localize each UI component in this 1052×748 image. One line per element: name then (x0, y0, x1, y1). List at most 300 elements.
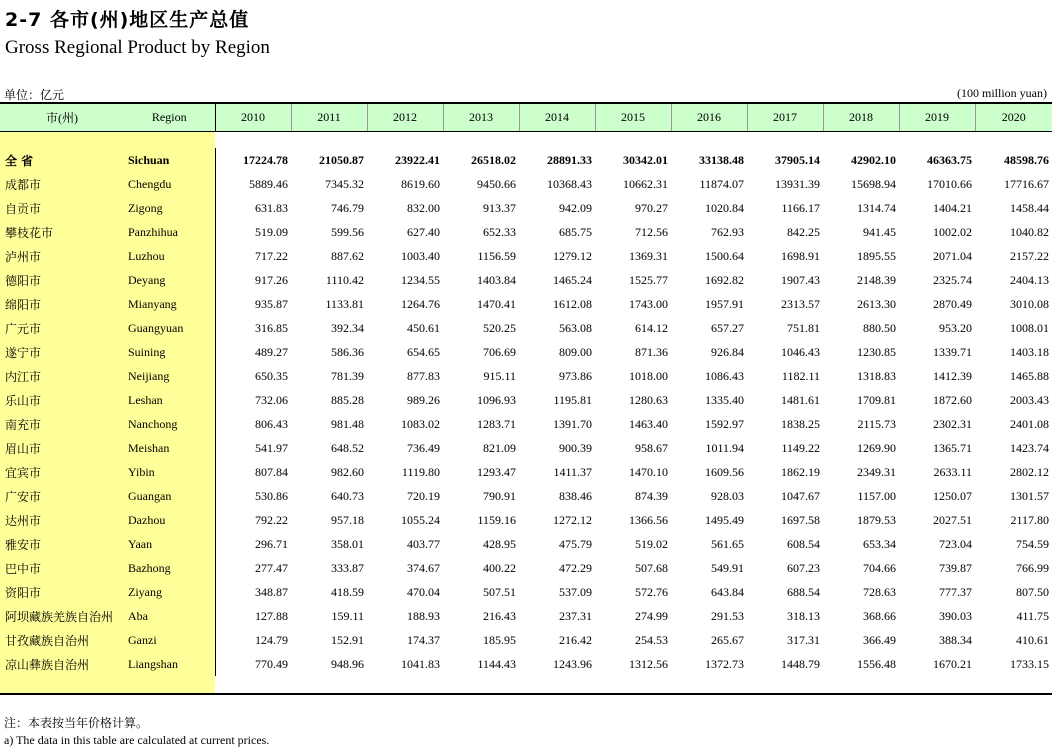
gdp-value-cell: 1046.43 (781, 344, 820, 359)
gdp-value-cell: 807.50 (1016, 584, 1049, 599)
table-row (0, 460, 1052, 484)
gdp-value-cell: 1119.80 (401, 464, 440, 479)
region-name-en: Guangyuan (124, 316, 215, 340)
gdp-value-cell: 1293.47 (477, 464, 516, 479)
region-name-cn: 凉山彝族自治州 (0, 652, 124, 676)
gdp-value-cell: 291.53 (711, 608, 744, 623)
gdp-value-cell: 366.49 (863, 632, 896, 647)
table-end-row (0, 676, 1052, 694)
region-name-en: Nanchong (124, 412, 215, 436)
gdp-value-cell: 751.81 (787, 320, 820, 335)
gdp-value-cell: 392.34 (331, 320, 364, 335)
gdp-value-cell: 1280.63 (629, 392, 668, 407)
gdp-value-cell: 885.28 (331, 392, 364, 407)
gdp-value-cell: 941.45 (863, 224, 896, 239)
gdp-value-cell: 842.25 (787, 224, 820, 239)
header-year: 2013 (443, 103, 519, 132)
gdp-value-cell: 3010.08 (1010, 296, 1049, 311)
gdp-value-cell: 374.67 (407, 560, 440, 575)
region-name-cn: 乐山市 (0, 388, 124, 412)
region-name-cn: 南充市 (0, 412, 124, 436)
table-row (0, 316, 1052, 340)
gdp-value-cell: 754.59 (1016, 536, 1049, 551)
gdp-value-cell: 368.66 (863, 608, 896, 623)
region-name-cn: 成都市 (0, 172, 124, 196)
gdp-value-cell: 318.13 (787, 608, 820, 623)
header-region-en: Region (124, 103, 215, 132)
gdp-value-cell: 1335.40 (705, 392, 744, 407)
gdp-table-container (0, 102, 1052, 695)
gdp-value-cell: 608.54 (787, 536, 820, 551)
gdp-value-cell: 640.73 (331, 488, 364, 503)
gdp-value-cell: 1096.93 (477, 392, 516, 407)
gdp-value-cell: 216.43 (483, 608, 516, 623)
gdp-value-cell: 732.06 (255, 392, 288, 407)
region-name-cn: 全 省 (0, 148, 124, 172)
gdp-value-cell: 1243.96 (553, 656, 592, 671)
gdp-value-cell: 470.04 (407, 584, 440, 599)
gdp-value-cell: 1862.19 (781, 464, 820, 479)
gdp-value-cell: 1465.24 (553, 272, 592, 287)
region-name-en: Bazhong (124, 556, 215, 580)
gdp-value-cell: 348.87 (255, 584, 288, 599)
table-row (0, 436, 1052, 460)
gdp-value-cell: 887.62 (331, 248, 364, 263)
gdp-value-cell: 654.65 (407, 344, 440, 359)
gdp-value-cell: 563.08 (559, 320, 592, 335)
end-cell (0, 676, 215, 694)
gdp-value-cell: 926.84 (711, 344, 744, 359)
gdp-value-cell: 2117.80 (1010, 512, 1049, 527)
gdp-value-cell: 1159.16 (477, 512, 516, 527)
gdp-value-cell: 982.60 (331, 464, 364, 479)
gdp-value-cell: 10368.43 (547, 176, 592, 191)
gdp-value-cell: 274.99 (635, 608, 668, 623)
gdp-value-cell: 450.61 (407, 320, 440, 335)
gdp-value-cell: 1149.22 (781, 440, 820, 455)
spacer-row (0, 132, 1052, 149)
gdp-value-cell: 11874.07 (699, 176, 744, 191)
gdp-value-cell: 792.22 (255, 512, 288, 527)
gdp-value-cell: 1500.64 (705, 248, 744, 263)
region-name-cn: 眉山市 (0, 436, 124, 460)
gdp-value-cell: 1907.43 (781, 272, 820, 287)
gdp-value-cell: 188.93 (407, 608, 440, 623)
gdp-value-cell: 1234.55 (401, 272, 440, 287)
gdp-value-cell: 1733.15 (1010, 656, 1049, 671)
gdp-value-cell: 736.49 (407, 440, 440, 455)
gdp-value-cell: 989.26 (407, 392, 440, 407)
gdp-value-cell: 838.46 (559, 488, 592, 503)
gdp-value-cell: 358.01 (331, 536, 364, 551)
spacer-cell (215, 132, 1052, 149)
gdp-value-cell: 1301.57 (1010, 488, 1049, 503)
gdp-value-cell: 770.49 (255, 656, 288, 671)
region-name-en: Suining (124, 340, 215, 364)
gdp-value-cell: 13931.39 (775, 176, 820, 191)
header-year: 2012 (367, 103, 443, 132)
gdp-value-cell: 777.37 (939, 584, 972, 599)
gdp-value-cell: 1365.71 (933, 440, 972, 455)
gdp-value-cell: 704.66 (863, 560, 896, 575)
gdp-value-cell: 1264.76 (401, 296, 440, 311)
gdp-value-cell: 1838.25 (781, 416, 820, 431)
gdp-value-cell: 599.56 (331, 224, 364, 239)
gdp-value-cell: 2148.39 (857, 272, 896, 287)
gdp-value-cell: 1372.73 (705, 656, 744, 671)
gdp-value-cell: 1312.56 (629, 656, 668, 671)
gdp-value-cell: 948.96 (331, 656, 364, 671)
gdp-value-cell: 1448.79 (781, 656, 820, 671)
region-name-en: Meishan (124, 436, 215, 460)
gdp-value-cell: 2802.12 (1010, 464, 1049, 479)
gdp-value-cell: 541.97 (255, 440, 288, 455)
gdp-value-cell: 1698.91 (781, 248, 820, 263)
region-name-en: Liangshan (124, 652, 215, 676)
gdp-value-cell: 1957.91 (705, 296, 744, 311)
gdp-value-cell: 2071.04 (933, 248, 972, 263)
gdp-value-cell: 519.02 (635, 536, 668, 551)
gdp-value-cell: 1339.71 (933, 344, 972, 359)
region-name-en: Yibin (124, 460, 215, 484)
gdp-value-cell: 1470.41 (477, 296, 516, 311)
region-name-en: Mianyang (124, 292, 215, 316)
gdp-value-cell: 1592.97 (705, 416, 744, 431)
gdp-value-cell: 316.85 (255, 320, 288, 335)
gdp-value-cell: 1697.58 (781, 512, 820, 527)
gdp-value-cell: 428.95 (483, 536, 516, 551)
gdp-value-cell: 152.91 (331, 632, 364, 647)
gdp-value-cell: 277.47 (255, 560, 288, 575)
gdp-value-cell: 1008.01 (1010, 320, 1049, 335)
gdp-value-cell: 2313.57 (781, 296, 820, 311)
gdp-value-cell: 7345.32 (325, 176, 364, 191)
gdp-value-cell: 1366.56 (629, 512, 668, 527)
gdp-value-cell: 237.31 (559, 608, 592, 623)
gdp-value-cell: 1182.11 (781, 368, 820, 383)
gdp-value-cell: 2613.30 (857, 296, 896, 311)
gdp-value-cell: 1083.02 (401, 416, 440, 431)
gdp-value-cell: 631.83 (255, 200, 288, 215)
footnote-en: a) The data in this table are calculated at current prices. (4, 733, 270, 747)
gdp-value-cell: 2633.11 (933, 464, 972, 479)
gdp-value-cell: 1612.08 (553, 296, 592, 311)
gdp-value-cell: 418.59 (331, 584, 364, 599)
gdp-value-cell: 653.34 (863, 536, 896, 551)
gdp-value-cell: 8619.60 (401, 176, 440, 191)
gdp-value-cell: 917.26 (255, 272, 288, 287)
gdp-value-cell: 2325.74 (933, 272, 972, 287)
gdp-value-cell: 1481.61 (781, 392, 820, 407)
gdp-value-cell: 23922.41 (395, 152, 440, 167)
region-name-en: Ziyang (124, 580, 215, 604)
gdp-value-cell: 627.40 (407, 224, 440, 239)
gdp-value-cell: 928.03 (711, 488, 744, 503)
gdp-value-cell: 159.11 (331, 608, 364, 623)
gdp-value-cell: 1879.53 (857, 512, 896, 527)
gdp-value-cell: 410.61 (1016, 632, 1049, 647)
gdp-value-cell: 2157.22 (1010, 248, 1049, 263)
gdp-value-cell: 807.84 (255, 464, 288, 479)
page-title-en: Gross Regional Product by Region (5, 37, 270, 58)
gdp-value-cell: 472.29 (559, 560, 592, 575)
gdp-value-cell: 900.39 (559, 440, 592, 455)
gdp-value-cell: 717.22 (255, 248, 288, 263)
gdp-value-cell: 10662.31 (623, 176, 668, 191)
gdp-value-cell: 1002.02 (933, 224, 972, 239)
region-name-cn: 雅安市 (0, 532, 124, 556)
gdp-value-cell: 953.20 (939, 320, 972, 335)
gdp-value-cell: 1011.94 (705, 440, 744, 455)
gdp-value-cell: 1040.82 (1010, 224, 1049, 239)
gdp-value-cell: 1283.71 (477, 416, 516, 431)
gdp-value-cell: 5889.46 (249, 176, 288, 191)
gdp-value-cell: 1269.90 (857, 440, 896, 455)
gdp-value-cell: 33138.48 (699, 152, 744, 167)
table-row (0, 484, 1052, 508)
gdp-value-cell: 1156.59 (477, 248, 516, 263)
gdp-value-cell: 1279.12 (553, 248, 592, 263)
gdp-value-cell: 871.36 (635, 344, 668, 359)
gdp-value-cell: 942.09 (559, 200, 592, 215)
gdp-value-cell: 1272.12 (553, 512, 592, 527)
gdp-value-cell: 411.75 (1016, 608, 1049, 623)
region-name-en: Ganzi (124, 628, 215, 652)
region-name-cn: 宜宾市 (0, 460, 124, 484)
gdp-value-cell: 648.52 (331, 440, 364, 455)
table-body (0, 132, 1052, 695)
gdp-value-cell: 1041.83 (401, 656, 440, 671)
region-name-cn: 自贡市 (0, 196, 124, 220)
gdp-value-cell: 728.63 (863, 584, 896, 599)
gdp-value-cell: 1047.67 (781, 488, 820, 503)
region-name-en: Sichuan (124, 148, 215, 172)
gdp-value-cell: 1411.37 (553, 464, 592, 479)
region-name-en: Luzhou (124, 244, 215, 268)
gdp-value-cell: 2003.43 (1010, 392, 1049, 407)
gdp-value-cell: 489.27 (255, 344, 288, 359)
gdp-value-cell: 2870.49 (933, 296, 972, 311)
gdp-value-cell: 957.18 (331, 512, 364, 527)
gdp-value-cell: 981.48 (331, 416, 364, 431)
gdp-value-cell: 549.91 (711, 560, 744, 575)
page-title-cn: 2-7 各市(州)地区生产总值 (5, 9, 250, 31)
gdp-value-cell: 1391.70 (553, 416, 592, 431)
gdp-value-cell: 586.36 (331, 344, 364, 359)
table-row (0, 220, 1052, 244)
region-name-cn: 泸州市 (0, 244, 124, 268)
gdp-value-cell: 746.79 (331, 200, 364, 215)
gdp-value-cell: 762.93 (711, 224, 744, 239)
header-year: 2014 (519, 103, 595, 132)
region-name-en: Chengdu (124, 172, 215, 196)
gdp-value-cell: 781.39 (331, 368, 364, 383)
gdp-value-cell: 1144.43 (477, 656, 516, 671)
gdp-value-cell: 1412.39 (933, 368, 972, 383)
gdp-value-cell: 607.23 (787, 560, 820, 575)
region-name-en: Aba (124, 604, 215, 628)
table-row-total (0, 148, 1052, 172)
gdp-value-cell: 1018.00 (629, 368, 668, 383)
region-name-cn: 内江市 (0, 364, 124, 388)
table-row (0, 292, 1052, 316)
gdp-value-cell: 30342.01 (623, 152, 668, 167)
gdp-value-cell: 1403.18 (1010, 344, 1049, 359)
table-row (0, 580, 1052, 604)
gdp-value-cell: 652.33 (483, 224, 516, 239)
region-name-cn: 攀枝花市 (0, 220, 124, 244)
footnote-cn: 注：本表按当年价格计算。 (4, 716, 149, 730)
gdp-value-cell: 643.84 (711, 584, 744, 599)
region-name-en: Leshan (124, 388, 215, 412)
gdp-value-cell: 507.68 (635, 560, 668, 575)
region-name-en: Panzhihua (124, 220, 215, 244)
region-name-en: Deyang (124, 268, 215, 292)
gdp-value-cell: 874.39 (635, 488, 668, 503)
gdp-value-cell: 174.37 (407, 632, 440, 647)
region-name-cn: 绵阳市 (0, 292, 124, 316)
region-name-cn: 巴中市 (0, 556, 124, 580)
gdp-value-cell: 1743.00 (629, 296, 668, 311)
gdp-value-cell: 809.00 (559, 344, 592, 359)
gdp-value-cell: 1110.42 (325, 272, 364, 287)
header-year: 2017 (747, 103, 823, 132)
region-name-cn: 达州市 (0, 508, 124, 532)
gdp-value-cell: 1318.83 (857, 368, 896, 383)
gdp-value-cell: 614.12 (635, 320, 668, 335)
gdp-value-cell: 1465.88 (1010, 368, 1049, 383)
gdp-value-cell: 2027.51 (933, 512, 972, 527)
gdp-value-cell: 507.51 (483, 584, 516, 599)
gdp-value-cell: 28891.33 (547, 152, 592, 167)
gdp-value-cell: 1003.40 (401, 248, 440, 263)
gdp-value-cell: 317.31 (787, 632, 820, 647)
gdp-value-cell: 1495.49 (705, 512, 744, 527)
gdp-value-cell: 21050.87 (319, 152, 364, 167)
gdp-value-cell: 17224.78 (243, 152, 288, 167)
region-name-en: Dazhou (124, 508, 215, 532)
gdp-value-cell: 739.87 (939, 560, 972, 575)
gdp-value-cell: 2401.08 (1010, 416, 1049, 431)
header-year: 2015 (595, 103, 671, 132)
gdp-value-cell: 657.27 (711, 320, 744, 335)
table-row (0, 604, 1052, 628)
gdp-value-cell: 9450.66 (477, 176, 516, 191)
region-name-cn: 甘孜藏族自治州 (0, 628, 124, 652)
gdp-value-cell: 2302.31 (933, 416, 972, 431)
gdp-value-cell: 2404.13 (1010, 272, 1049, 287)
region-name-cn: 广元市 (0, 316, 124, 340)
gdp-value-cell: 1086.43 (705, 368, 744, 383)
table-row (0, 412, 1052, 436)
gdp-value-cell: 720.19 (407, 488, 440, 503)
header-year: 2010 (215, 103, 291, 132)
gdp-value-cell: 973.86 (559, 368, 592, 383)
gdp-value-cell: 26518.02 (471, 152, 516, 167)
table-row (0, 340, 1052, 364)
gdp-value-cell: 1157.00 (857, 488, 896, 503)
table-row (0, 244, 1052, 268)
gdp-value-cell: 561.65 (711, 536, 744, 551)
gdp-value-cell: 265.67 (711, 632, 744, 647)
header-year: 2020 (975, 103, 1052, 132)
table-row (0, 364, 1052, 388)
unit-label-cn: 单位：亿元 (4, 88, 65, 102)
gdp-value-cell: 388.34 (939, 632, 972, 647)
gdp-value-cell: 1895.55 (857, 248, 896, 263)
gdp-value-cell: 1369.31 (629, 248, 668, 263)
gdp-value-cell: 958.67 (635, 440, 668, 455)
gdp-value-cell: 880.50 (863, 320, 896, 335)
table-row (0, 628, 1052, 652)
gdp-value-cell: 1166.17 (781, 200, 820, 215)
gdp-value-cell: 913.37 (483, 200, 516, 215)
region-name-en: Neijiang (124, 364, 215, 388)
gdp-value-cell: 2115.73 (857, 416, 896, 431)
gdp-value-cell: 766.99 (1016, 560, 1049, 575)
table-row (0, 268, 1052, 292)
table-row (0, 556, 1052, 580)
gdp-value-cell: 1133.81 (325, 296, 364, 311)
gdp-value-cell: 1609.56 (705, 464, 744, 479)
gdp-value-cell: 1525.77 (629, 272, 668, 287)
gdp-value-cell: 712.56 (635, 224, 668, 239)
gdp-value-cell: 1872.60 (933, 392, 972, 407)
gdp-value-cell: 17716.67 (1004, 176, 1049, 191)
gdp-value-cell: 254.53 (635, 632, 668, 647)
gdp-value-cell: 15698.94 (851, 176, 896, 191)
table-row (0, 196, 1052, 220)
spacer-cell (0, 132, 215, 149)
gdp-value-cell: 1404.21 (933, 200, 972, 215)
gdp-value-cell: 877.83 (407, 368, 440, 383)
gdp-value-cell: 723.04 (939, 536, 972, 551)
gdp-value-cell: 1556.48 (857, 656, 896, 671)
gdp-value-cell: 1709.81 (857, 392, 896, 407)
gdp-value-cell: 185.95 (483, 632, 516, 647)
region-name-en: Yaan (124, 532, 215, 556)
gdp-value-cell: 1230.85 (857, 344, 896, 359)
gdp-value-cell: 1020.84 (705, 200, 744, 215)
table-row (0, 508, 1052, 532)
gdp-value-cell: 832.00 (407, 200, 440, 215)
gdp-value-cell: 572.76 (635, 584, 668, 599)
gdp-table (0, 102, 1052, 695)
table-row (0, 532, 1052, 556)
table-row (0, 652, 1052, 676)
region-name-en: Zigong (124, 196, 215, 220)
gdp-value-cell: 935.87 (255, 296, 288, 311)
gdp-value-cell: 1250.07 (933, 488, 972, 503)
gdp-value-cell: 1670.21 (933, 656, 972, 671)
gdp-value-cell: 48598.76 (1004, 152, 1049, 167)
gdp-value-cell: 806.43 (255, 416, 288, 431)
gdp-value-cell: 403.77 (407, 536, 440, 551)
region-name-cn: 阿坝藏族羌族自治州 (0, 604, 124, 628)
gdp-value-cell: 400.22 (483, 560, 516, 575)
gdp-value-cell: 1423.74 (1010, 440, 1049, 455)
gdp-value-cell: 216.42 (559, 632, 592, 647)
gdp-value-cell: 1195.81 (553, 392, 592, 407)
gdp-value-cell: 46363.75 (927, 152, 972, 167)
gdp-value-cell: 333.87 (331, 560, 364, 575)
gdp-value-cell: 1470.10 (629, 464, 668, 479)
gdp-value-cell: 1314.74 (857, 200, 896, 215)
gdp-value-cell: 685.75 (559, 224, 592, 239)
region-name-cn: 广安市 (0, 484, 124, 508)
region-name-cn: 德阳市 (0, 268, 124, 292)
unit-label-en: (100 million yuan) (957, 86, 1047, 100)
